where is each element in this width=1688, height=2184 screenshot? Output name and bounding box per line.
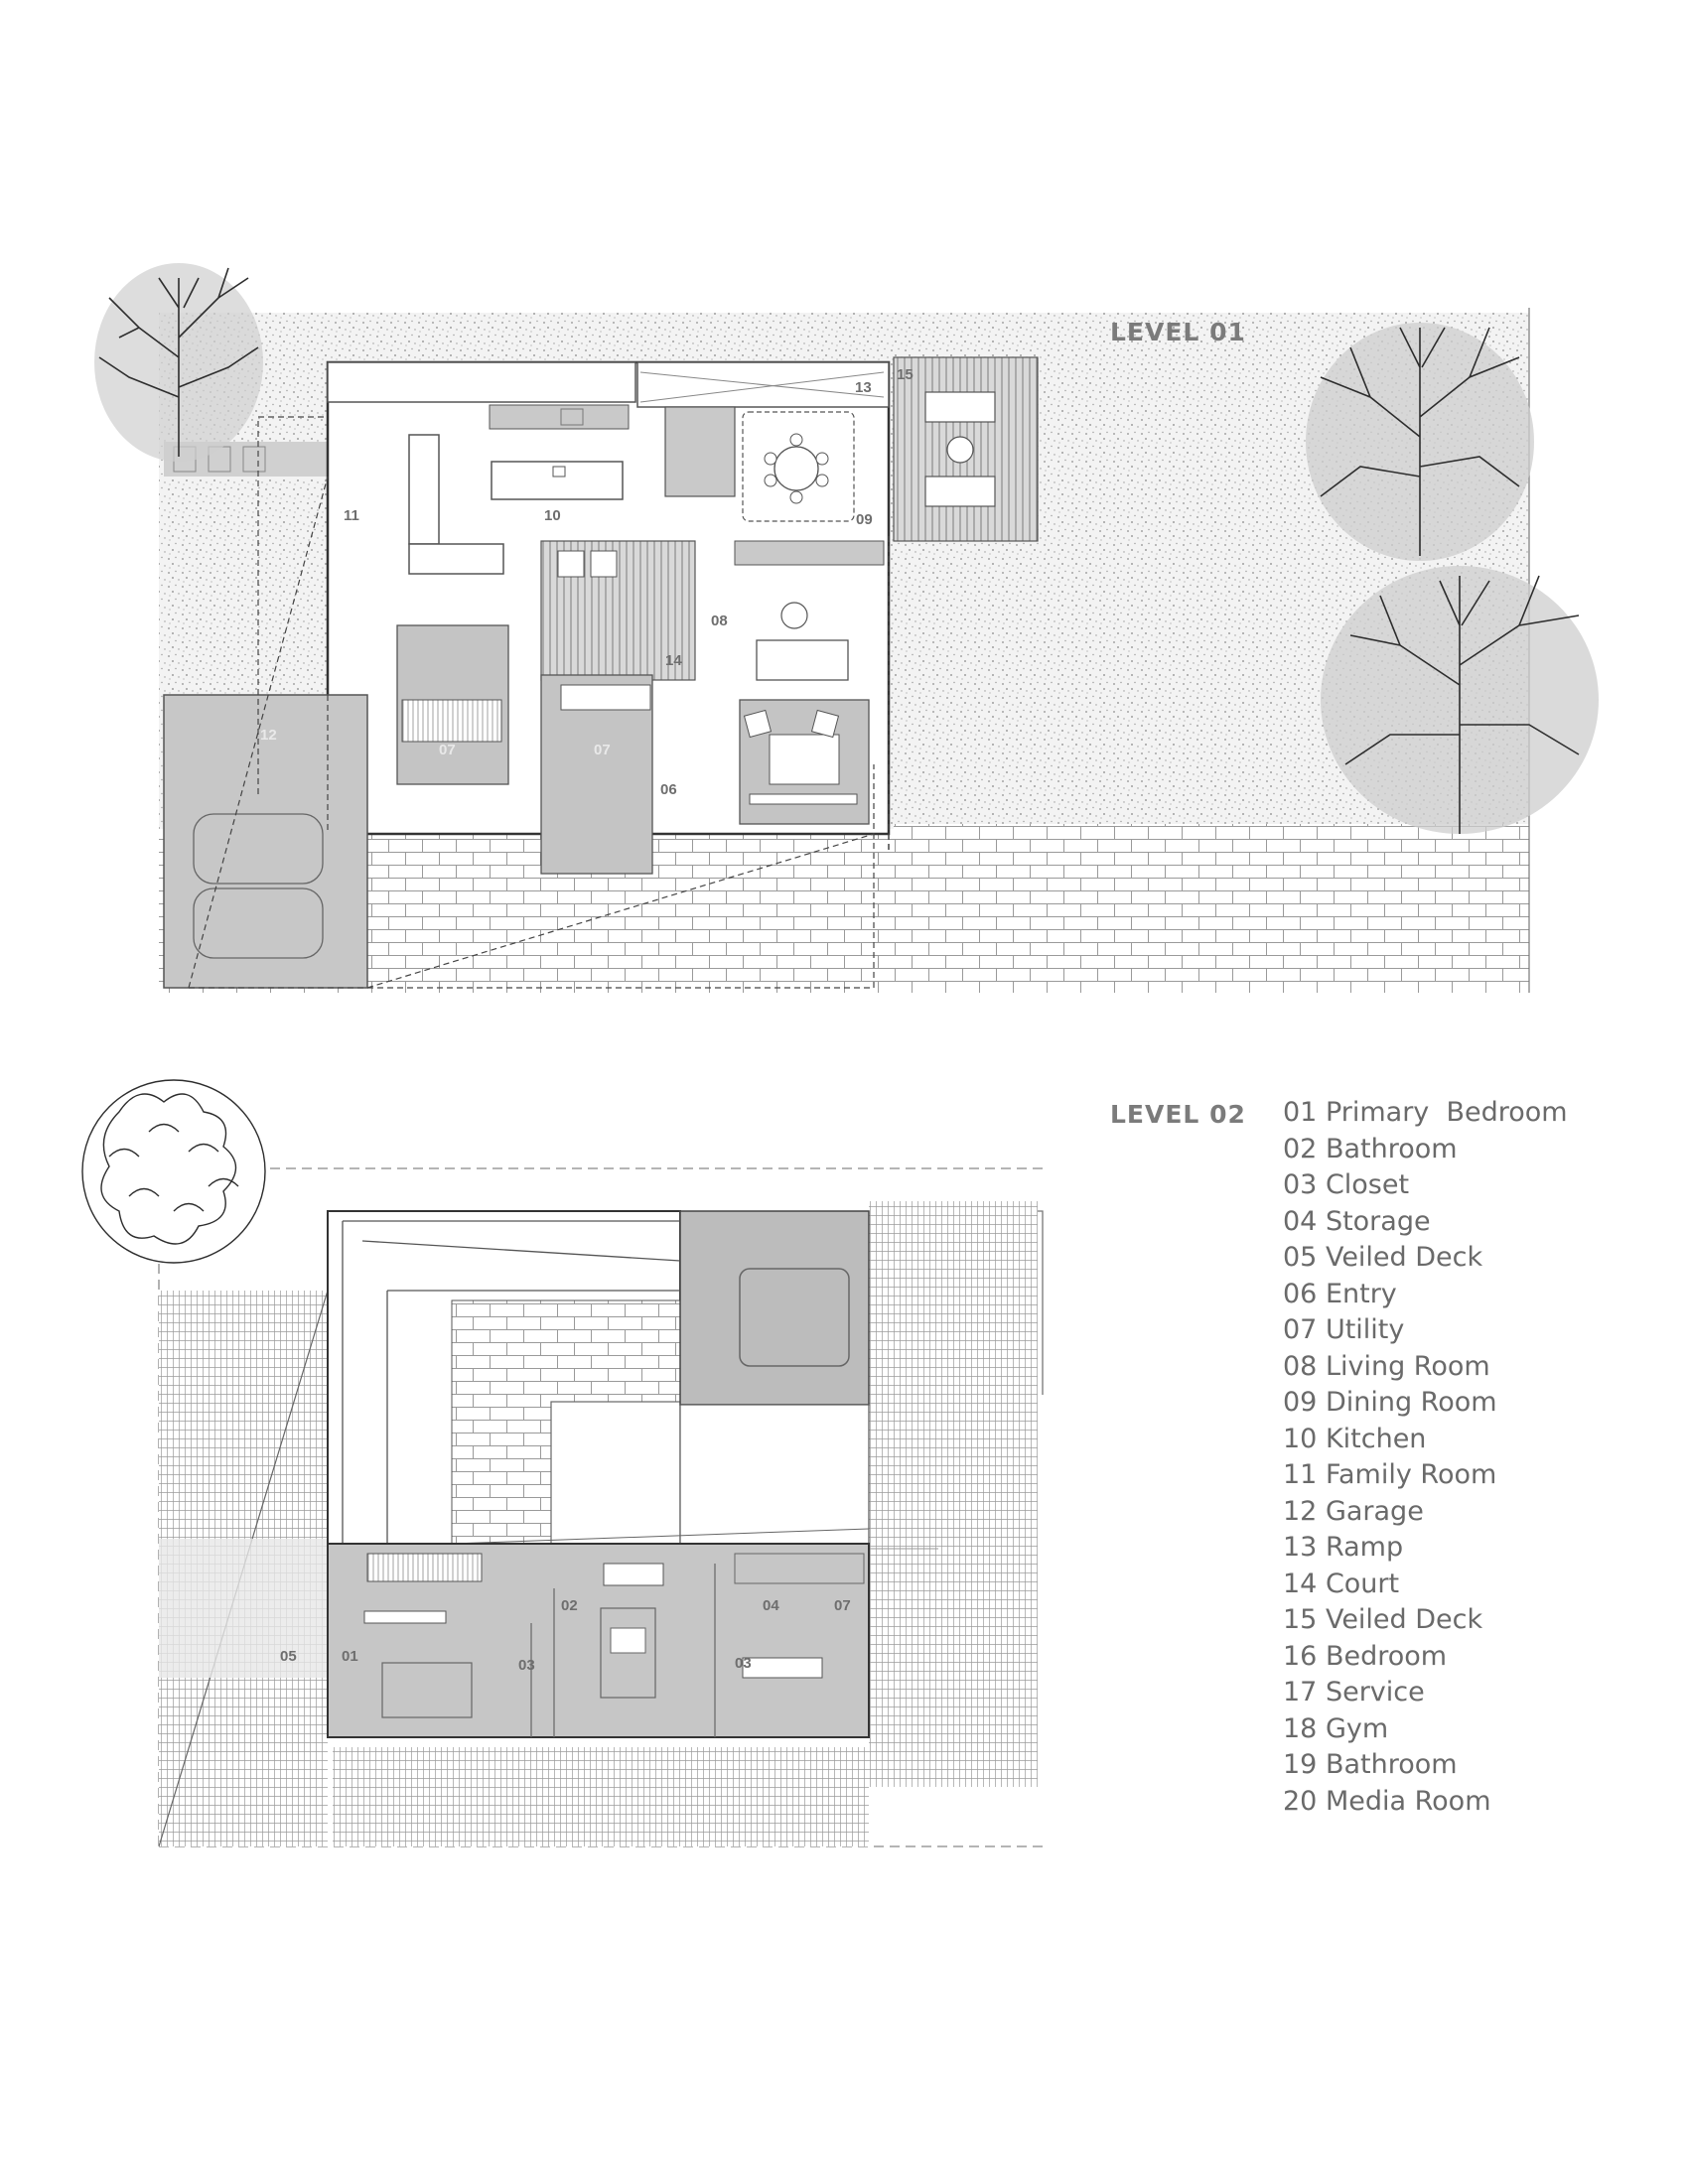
room-label: 07 (439, 742, 456, 758)
room-label: 03 (518, 1657, 535, 1674)
room-label: 04 (763, 1597, 779, 1614)
room-label: 07 (594, 742, 611, 758)
room-label: 01 (342, 1648, 358, 1665)
legend-item: 17 Service (1283, 1677, 1425, 1707)
room-label: 08 (711, 613, 728, 629)
room-label: 14 (665, 652, 682, 669)
legend-item: 19 Bathroom (1283, 1749, 1458, 1780)
legend-item: 16 Bedroom (1283, 1640, 1448, 1672)
tree-level02 (82, 1080, 265, 1263)
level-01-title: LEVEL 01 (1110, 318, 1246, 346)
legend-item: 14 Court (1283, 1568, 1400, 1599)
room-legend (1283, 1095, 1568, 1820)
legend-item: 07 Utility (1283, 1314, 1405, 1345)
legend-item: 08 Living Room (1283, 1350, 1490, 1382)
tree-left (94, 263, 263, 462)
level-02-title: LEVEL 02 (1110, 1100, 1246, 1129)
room-label: 02 (561, 1597, 578, 1614)
room-label: 06 (660, 781, 677, 798)
legend-item: 06 Entry (1283, 1278, 1397, 1309)
room-label: 13 (855, 379, 872, 396)
legend-item: 18 Gym (1283, 1712, 1389, 1744)
legend-item: 02 Bathroom (1283, 1133, 1458, 1164)
room-label: 15 (897, 366, 914, 383)
level-02-plan (82, 1080, 1043, 1846)
legend-item: 20 Media Room (1283, 1785, 1491, 1817)
legend-item: 11 Family Room (1283, 1459, 1497, 1490)
legend-item: 12 Garage (1283, 1495, 1424, 1527)
legend-item: 01 Primary Bedroom (1283, 1097, 1568, 1128)
skylight-roof (680, 1211, 869, 1405)
room-label: 03 (735, 1655, 752, 1672)
tree-right-lower (1321, 566, 1599, 834)
level-01-plan (94, 263, 1599, 993)
legend-item: 13 Ramp (1283, 1532, 1404, 1563)
legend-item: 09 Dining Room (1283, 1387, 1497, 1418)
room-label: 09 (856, 511, 873, 528)
room-label: 10 (544, 507, 561, 524)
legend-item: 10 Kitchen (1283, 1423, 1427, 1454)
room-label: 07 (834, 1597, 851, 1614)
room-label: 05 (280, 1648, 297, 1665)
legend-item: 03 Closet (1283, 1169, 1410, 1200)
room-label: 12 (260, 727, 277, 744)
legend-item: 04 Storage (1283, 1205, 1431, 1237)
legend-item: 05 Veiled Deck (1283, 1242, 1483, 1273)
tree-right-upper (1306, 323, 1534, 561)
room-label: 11 (344, 507, 359, 524)
legend-item: 15 Veiled Deck (1283, 1604, 1483, 1635)
